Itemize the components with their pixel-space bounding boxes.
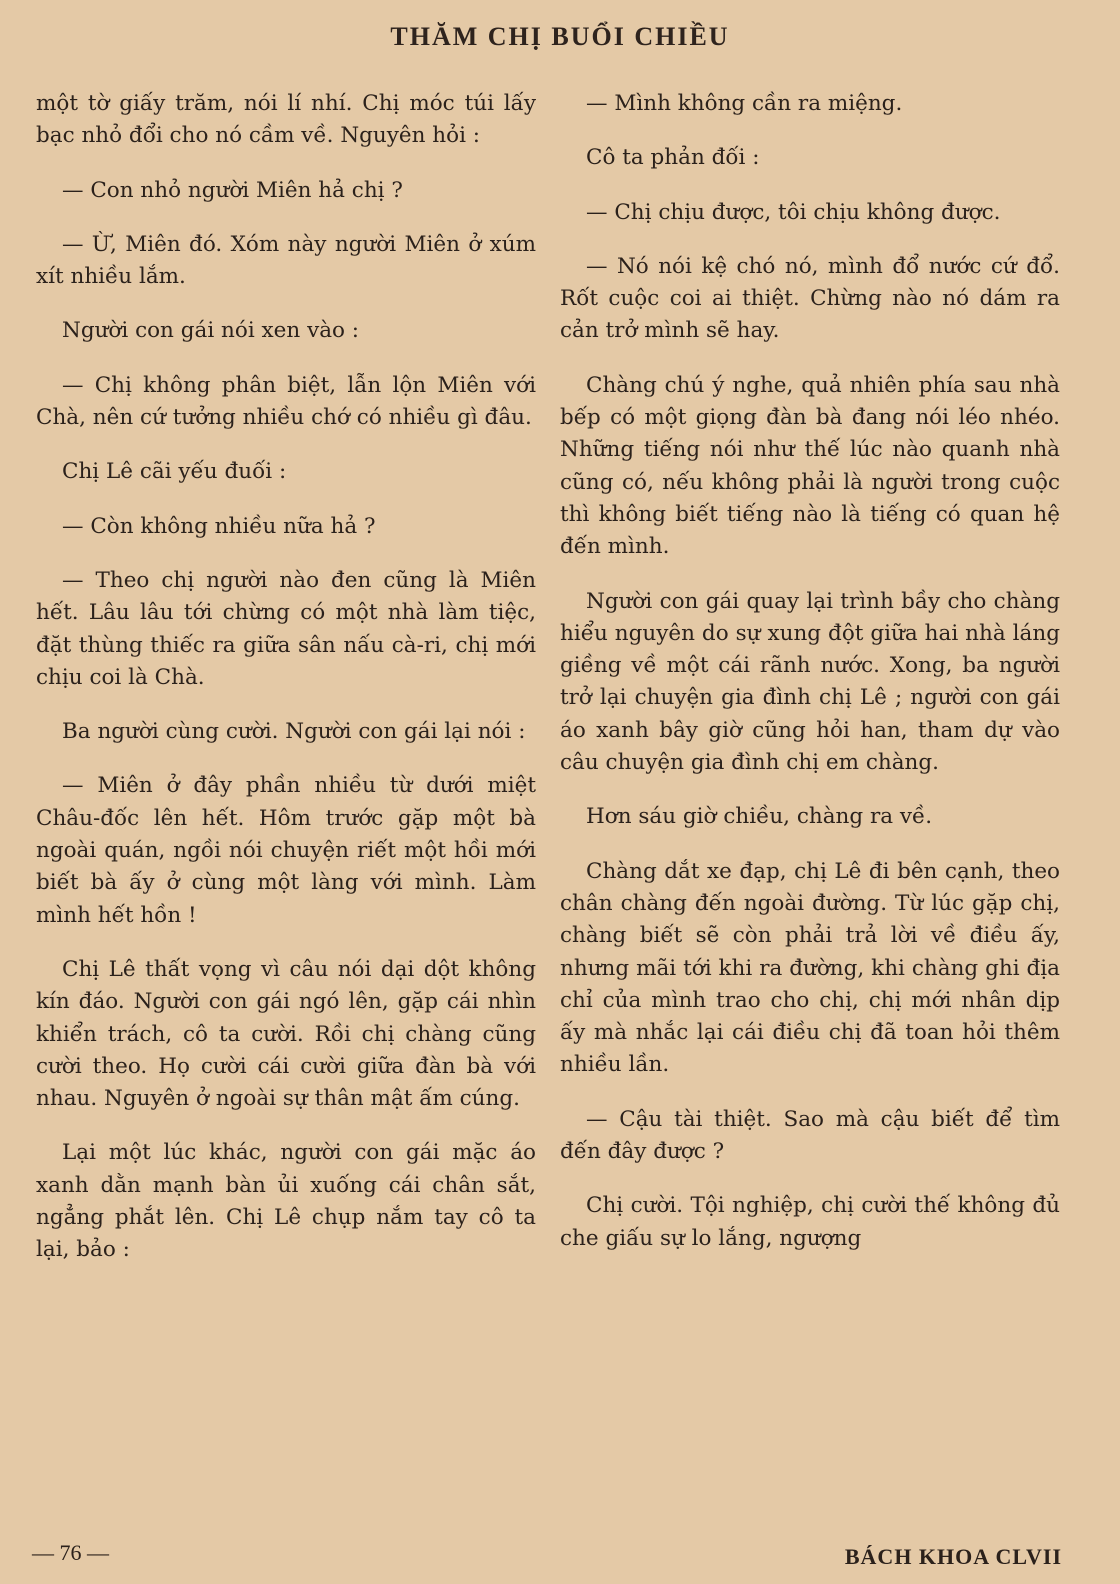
paragraph: Cô ta phản đối :: [586, 145, 760, 171]
paragraph: Hơn sáu giờ chiều, chàng ra về.: [586, 804, 933, 830]
paragraph: — Ừ, Miên đó. Xóm này người Miên ở xúm xít nhiều lắm.: [36, 231, 536, 290]
paragraph: — Con nhỏ người Miên hả chị ?: [62, 177, 403, 203]
paragraph: — Mình không cần ra miệng.: [586, 91, 903, 116]
paragraph: một tờ giấy trăm, nói lí nhí. Chị móc túi lấy bạc nhỏ đổi cho nó cầm về. Nguyên hỏi :: [36, 91, 536, 149]
paragraph: Chị Lê cãi yếu đuối :: [62, 459, 287, 485]
paragraph: Người con gái quay lại trình bầy cho chàng hiểu nguyên do sự xung đột giữa hai nhà láng giềng về một cái rãnh nước. Xong, ba người trở lại chuyện gia đình chị Lê ; người con gái áo xanh bây giờ cũng hỏi han, tham dự vào câu chuyện gia đình chị em chàng.: [560, 588, 1060, 776]
publication-name: BÁCH KHOA CLVII: [844, 1544, 1062, 1569]
paragraph: — Miên ở đây phần nhiều từ dưới miệt Châu-đốc lên hết. Hôm trước gặp một bà ngoài quán, ngồi nói chuyện riết một hồi mới biết bà ấy ở cùng một làng với mình. Làm mình hết hồn !: [36, 773, 536, 928]
paragraph: Lại một lúc khác, người con gái mặc áo xanh dằn mạnh bàn ủi xuống cái chân sắt, ngẳng phắt lên. Chị Lê chụp nắm tay cô ta lại, bảo :: [36, 1140, 536, 1263]
page-number: — 76 —: [32, 1540, 109, 1565]
paragraph: — Còn không nhiều nữa hả ?: [62, 513, 376, 539]
paragraph: — Chị chịu được, tôi chịu không được.: [586, 199, 1001, 225]
right-column: [560, 88, 1060, 1277]
paragraph: — Nó nói kệ chó nó, mình đổ nước cứ đổ. Rốt cuộc coi ai thiệt. Chừng nào nó dám ra cản trở mình sẽ hay.: [560, 253, 1060, 344]
paragraph: — Cậu tài thiệt. Sao mà cậu biết để tìm đến đây được ?: [560, 1106, 1060, 1165]
paragraph: Chàng dắt xe đạp, chị Lê đi bên cạnh, theo chân chàng đến ngoài đường. Từ lúc gặp chị, chàng biết sẽ còn phải trả lời về điều ấy, nhưng mãi tới khi ra đường, khi chàng ghi địa chỉ của mình trao cho chị, chị mới nhân dịp ấy mà nhắc lại cái điều chị đã toan hỏi thêm nhiều lần.: [560, 858, 1060, 1078]
left-column: [36, 88, 536, 1289]
paragraph: Ba người cùng cười. Người con gái lại nói :: [62, 719, 526, 745]
paragraph: — Chị không phân biệt, lẫn lộn Miên với Chà, nên cứ tưởng nhiều chớ có nhiều gì đâu.: [36, 372, 536, 431]
running-title: THĂM CHỊ BUỔI CHIỀU: [390, 22, 730, 51]
paragraph: Chị Lê thất vọng vì câu nói dại dột không kín đáo. Người con gái ngó lên, gặp cái nhìn khiển trách, cô ta cười. Rồi chị chàng cũng cười theo. Họ cười cái cười giữa đàn bà với nhau. Nguyên ở ngoài sự thân mật ấm cúng.: [36, 956, 536, 1112]
paragraph: Chàng chú ý nghe, quả nhiên phía sau nhà bếp có một giọng đàn bà đang nói léo nhéo. Những tiếng nói như thế lúc nào quanh nhà cũng có, nếu không phải là người trong cuộc thì không biết tiếng nào là tiếng có quan hệ đến mình.: [560, 372, 1060, 560]
paragraph: — Theo chị người nào đen cũng là Miên hết. Lâu lâu tới chừng có một nhà làm tiệc, đặt thùng thiếc ra giữa sân nấu cà-ri, chị mới chịu coi là Chà.: [36, 567, 536, 690]
paragraph: Chị cười. Tội nghiệp, chị cười thế không đủ che giấu sự lo lắng, ngượng: [560, 1193, 1060, 1251]
paragraph: Người con gái nói xen vào :: [62, 318, 360, 344]
